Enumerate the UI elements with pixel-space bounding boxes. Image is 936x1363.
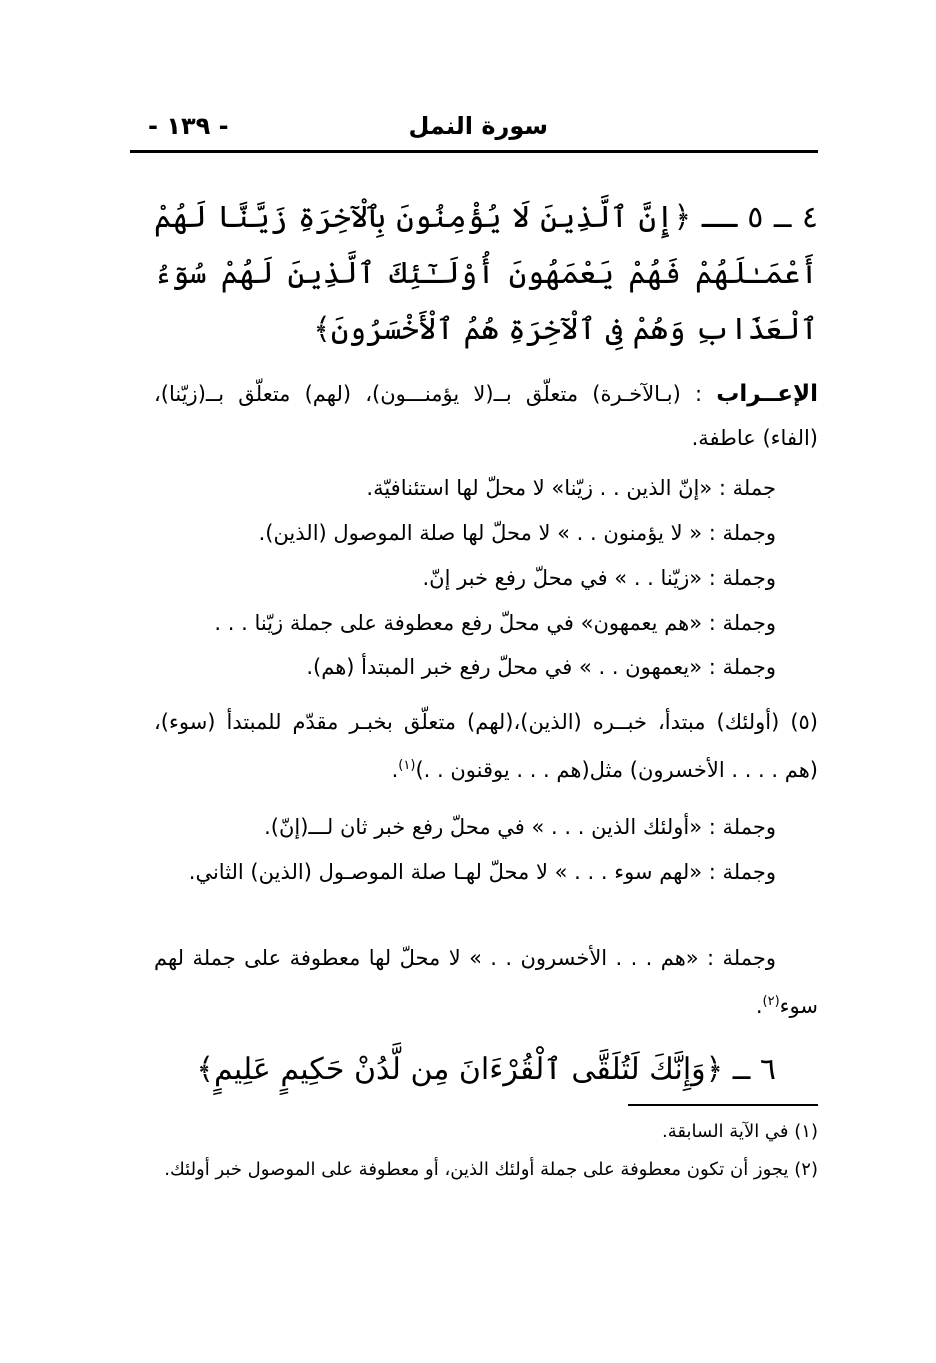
paragraph-5: [154, 700, 818, 792]
irab-paragraph: [154, 372, 818, 460]
footnote-1: (١) في الآية السابقة.: [662, 1121, 818, 1142]
jumla-text: وجملة : «هم . . . الأخسرون . . » لا محلّ لها معطوفة على جملة لهم سوء: [154, 946, 818, 1018]
irab-label: الإعــراب: [716, 381, 818, 407]
jumla-line: وجملة : «زيّنا . . » في محلّ رفع خبر إنّ.: [422, 566, 776, 590]
jumla-line: وجملة : «هم يعمهون» في محلّ رفع معطوفة على جملة زيّنا . . .: [214, 611, 776, 635]
surah-title: سورة النمل: [408, 112, 548, 140]
footnote-2: (٢) يجوز أن تكون معطوفة على جملة أولئك الذين، أو معطوفة على الموصول خبر أولئك.: [164, 1159, 818, 1180]
jumla-text: وجملة : «لهم سوء . . . » لا محلّ لهـا صلة الموصـول (الذين) الثاني.: [188, 860, 776, 884]
jumla-line: وجملة : « لا يؤمنون . . » لا محلّ لها صلة الموصول (الذين).: [258, 521, 776, 545]
irab-text: : (بـالآخـرة) متعلّق بــ(لا يؤمنـــون)، (لهم) متعلّق بــ(زيّنا)، (الفاء) عاطفة.: [154, 382, 818, 450]
paragraph-5-end: .: [391, 758, 399, 782]
jumla-end: .: [755, 994, 763, 1018]
header-rule: [130, 150, 818, 153]
jumla-line: وجملة : «يعمهون . . » في محلّ رفع خبر المبتدأ (هم).: [306, 655, 776, 679]
jumla-line: وجملة : «أولئك الذين . . . » في محلّ رفع خبر ثان لـــ(إنّ).: [264, 815, 776, 839]
footnote-ref-2: (٢): [762, 994, 780, 1009]
verse-6: ٦ ــ ﴿وَإِنَّكَ لَتُلَقَّى ٱلْقُرْءَانَ مِن لَّدُنْ حَكِيمٍ عَلِيمٍ﴾: [196, 1052, 776, 1087]
jumla-paragraph: [154, 936, 818, 1028]
footnote-ref-1: (١): [398, 758, 416, 773]
footnote-rule: [628, 1104, 818, 1106]
page-header: [130, 112, 818, 148]
jumla-paragraph: [154, 850, 818, 894]
page-number: - ١٣٩ -: [148, 112, 229, 140]
jumla-line: جملة : «إنّ الذين . . زيّنا» لا محلّ لها استئنافيّة.: [366, 476, 776, 500]
verse-4-5: ٤ ــ ٥ ــ ﴿إِنَّ ٱلَّذِينَ لَا يُؤْمِنُونَ بِٱلْآخِرَةِ زَيَّنَّا لَهُمْ أَعْمَـٰلَهُمْ فَهُمْ يَعْمَهُونَ أُوْلَـٰٓئِكَ ٱلَّذِينَ لَهُمْ سُوٓءُ ٱلْعَذَابِ وَهُمْ فِى ٱلْآخِرَةِ هُمُ ٱلْأَخْسَرُونَ﴾: [154, 200, 818, 347]
paragraph-5-text: (٥) (أولئك) مبتدأ، خبــره (الذين)،(لهم) متعلّق بخبـر مقدّم للمبتدأ (سوء)، (هم . . . . الأخسرون) مثل(هم . . . يوقنون . .): [154, 710, 818, 782]
